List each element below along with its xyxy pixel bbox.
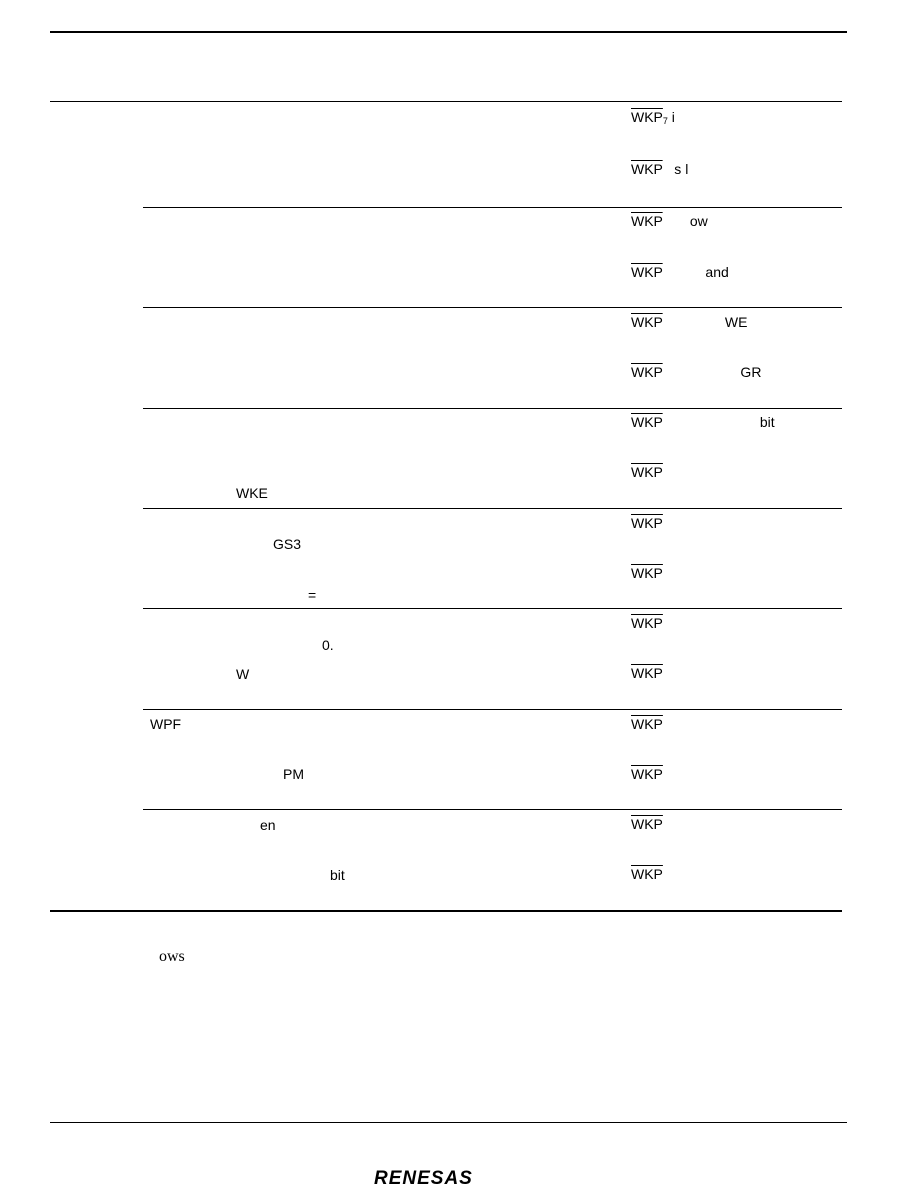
header-rule bbox=[50, 31, 847, 33]
pin-label bbox=[631, 109, 675, 129]
row-divider bbox=[143, 408, 842, 409]
row-divider bbox=[143, 809, 842, 810]
pin-name: $\overline{WKP}$ bbox=[631, 264, 663, 280]
footer-rule bbox=[50, 1122, 847, 1123]
pin-label bbox=[631, 665, 663, 681]
pin-name: $\overline{WKP}$ bbox=[631, 515, 663, 531]
table-cell-text: = bbox=[308, 587, 317, 603]
pin-name: $\overline{WKP}$ bbox=[631, 414, 663, 430]
pin-label bbox=[631, 866, 663, 882]
pin-label bbox=[631, 161, 688, 177]
table-cell-text: GS3 bbox=[273, 536, 302, 552]
pin-name: $\overline{WKP}$ bbox=[631, 816, 663, 832]
pin-label bbox=[631, 565, 663, 581]
pin-name: $\overline{WKP}$ bbox=[631, 866, 663, 882]
table-top-rule bbox=[50, 101, 842, 102]
pin-name: $\overline{WKP}$ bbox=[631, 665, 663, 681]
pin-name: $\overline{WKP}$ bbox=[631, 314, 663, 330]
table-cell-text: WKE bbox=[236, 485, 268, 501]
pin-label bbox=[631, 766, 663, 782]
pin-description: i bbox=[667, 109, 675, 125]
pin-description: ow bbox=[662, 213, 708, 229]
pin-name: $\overline{WKP}$ bbox=[631, 766, 663, 782]
pin-label bbox=[631, 314, 747, 330]
row-divider bbox=[143, 608, 842, 609]
pin-label bbox=[631, 464, 663, 480]
row-divider bbox=[143, 709, 842, 710]
pin-name: $\overline{WKP}$ bbox=[631, 565, 663, 581]
pin-name: $\overline{WKP}$ bbox=[631, 615, 663, 631]
table-cell-text: PM bbox=[283, 766, 304, 782]
table-cell-text: WPF bbox=[150, 716, 182, 732]
pin-description: and bbox=[662, 264, 729, 280]
table-bottom-rule bbox=[50, 910, 842, 912]
pin-label bbox=[631, 414, 775, 430]
pin-description: s l bbox=[662, 161, 689, 177]
pin-label bbox=[631, 816, 663, 832]
pin-name: $\overline{WKP}$ bbox=[631, 109, 663, 125]
pin-name: $\overline{WKP}$ bbox=[631, 213, 663, 229]
pin-label bbox=[631, 716, 663, 732]
table-cell-text: 0. bbox=[322, 637, 334, 653]
pin-label bbox=[631, 213, 708, 229]
pin-name: $\overline{WKP}$ bbox=[631, 716, 663, 732]
pin-name: $\overline{WKP}$ bbox=[631, 161, 663, 177]
pin-name: $\overline{WKP}$ bbox=[631, 464, 663, 480]
row-divider bbox=[143, 207, 842, 208]
table-cell-text: en bbox=[260, 817, 276, 833]
renesas-logo: RENESAS bbox=[374, 1168, 473, 1189]
pin-label bbox=[631, 264, 729, 280]
row-divider bbox=[143, 307, 842, 308]
pin-label bbox=[631, 515, 663, 531]
pin-subscript: 7 bbox=[662, 116, 668, 126]
pin-description: GR bbox=[662, 364, 762, 380]
body-text: ows bbox=[159, 948, 185, 965]
pin-label bbox=[631, 615, 663, 631]
pin-name: $\overline{WKP}$ bbox=[631, 364, 663, 380]
table-cell-text: bit bbox=[330, 867, 345, 883]
pin-description: WE bbox=[662, 314, 748, 330]
pin-label bbox=[631, 364, 761, 380]
pin-description: bit bbox=[662, 414, 775, 430]
table-cell-text: W bbox=[236, 666, 250, 682]
row-divider bbox=[143, 508, 842, 509]
